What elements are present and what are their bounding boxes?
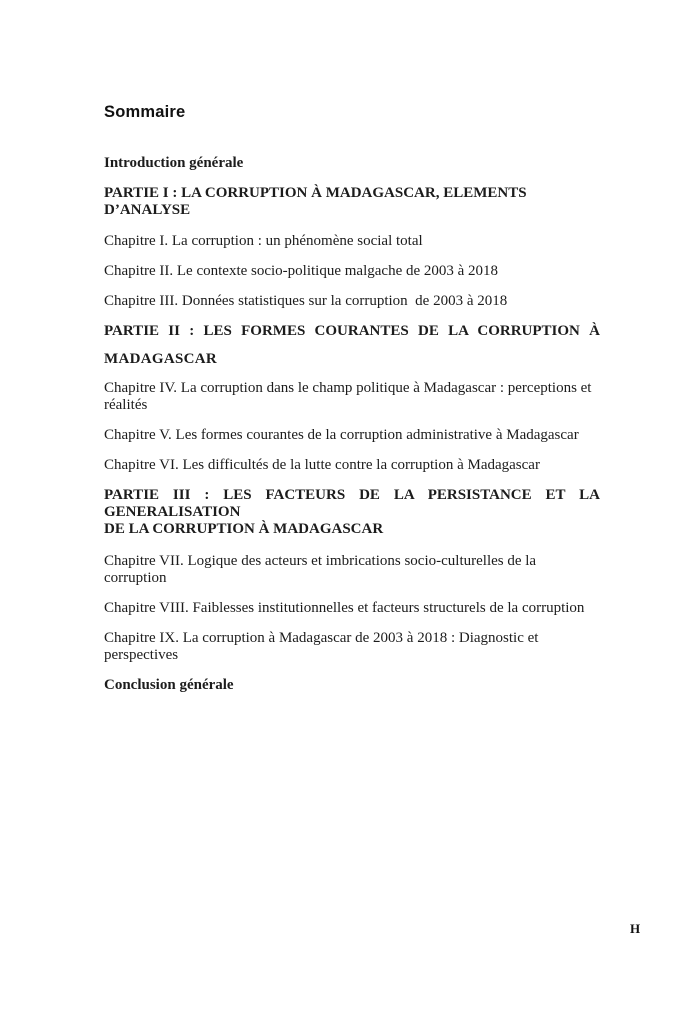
toc-part-1-heading (104, 185, 600, 219)
toc-entry-conclusion: Conclusion générale (104, 677, 234, 693)
toc-chapter-7: Chapitre VII. Logique des acteurs et imbrications socio-culturelles de la corruption (104, 553, 540, 586)
page-number: H (630, 921, 641, 936)
toc-part-3-heading (104, 487, 600, 538)
toc-chapter-9: Chapitre IX. La corruption à Madagascar de 2003 à 2018 : Diagnostic et perspectives (104, 630, 543, 663)
toc-chapter-3: Chapitre III. Données statistiques sur la corruption de 2003 à 2018 (104, 293, 508, 309)
toc-chapter-2: Chapitre II. Le contexte socio-politique malgache de 2003 à 2018 (104, 263, 499, 279)
toc-part-1-line: PARTIE I : LA CORRUPTION À MADAGASCAR, ELEMENTS D’ANALYSE (104, 185, 527, 218)
page-title: Sommaire (104, 103, 186, 121)
toc-part-2-heading (104, 323, 600, 368)
toc-chapter-5: Chapitre V. Les formes courantes de la corruption administrative à Madagascar (104, 427, 579, 443)
toc-entry-introduction: Introduction générale (104, 155, 244, 171)
toc-chapter-6: Chapitre VI. Les difficultés de la lutte contre la corruption à Madagascar (104, 457, 540, 473)
table-of-contents (104, 103, 600, 694)
toc-part-2-line-2: MADAGASCAR (104, 351, 217, 367)
toc-chapter-8: Chapitre VIII. Faiblesses institutionnelles et facteurs structurels de la corruption (104, 600, 585, 616)
toc-part-2-line-1: PARTIE II : LES FORMES COURANTES DE LA CORRUPTION À (104, 323, 600, 339)
toc-chapter-1: Chapitre I. La corruption : un phénomène social total (104, 233, 423, 249)
toc-part-3-line-2: DE LA CORRUPTION À MADAGASCAR (104, 521, 384, 537)
toc-part-3-line-1: PARTIE III : LES FACTEURS DE LA PERSISTANCE ET LA GENERALISATION (104, 487, 600, 520)
toc-chapter-4: Chapitre IV. La corruption dans le champ politique à Madagascar : perceptions et réalités (104, 380, 596, 413)
